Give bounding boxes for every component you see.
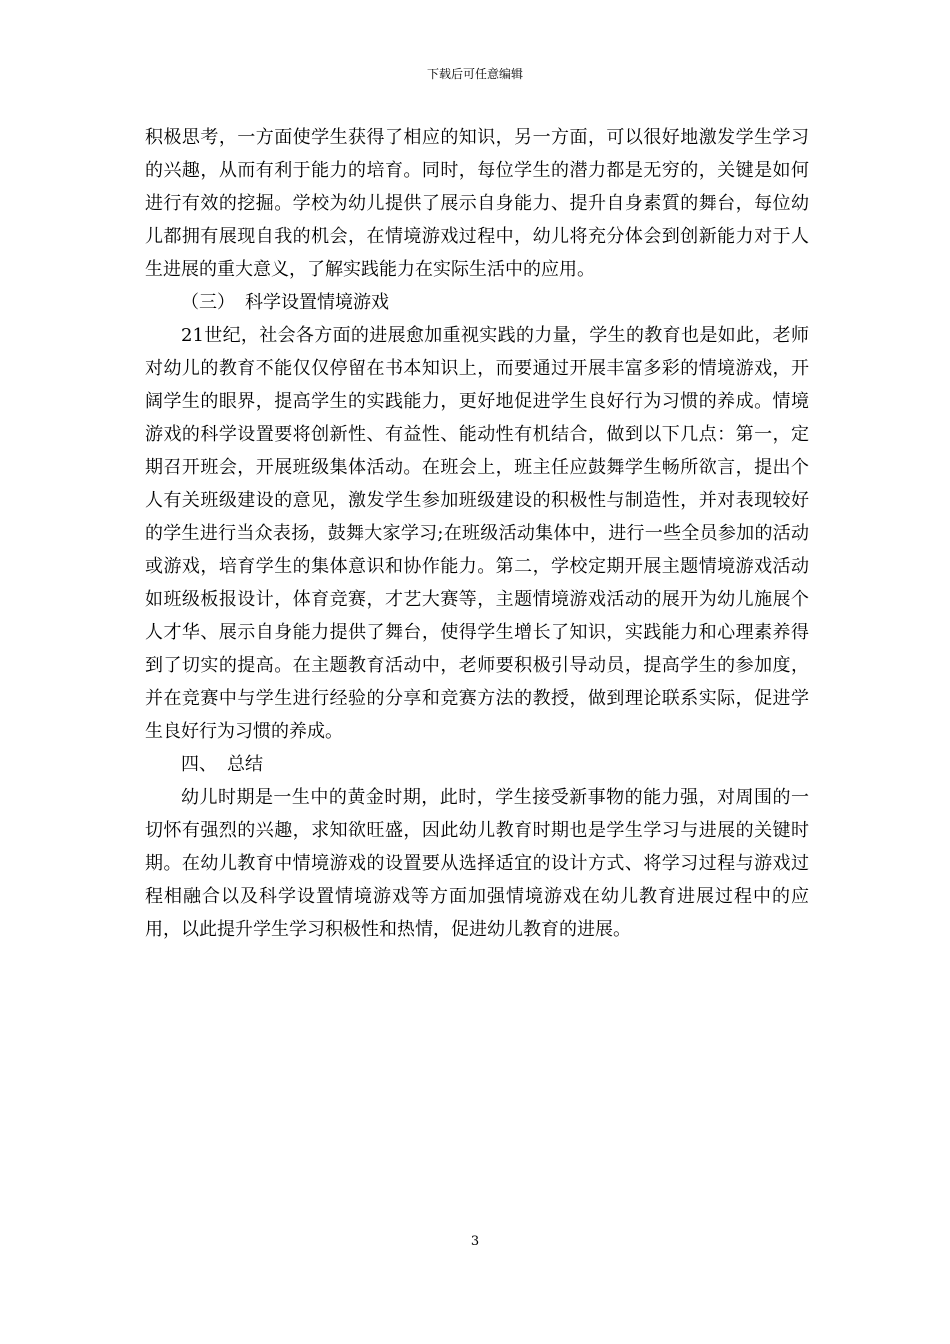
document-body <box>145 121 809 946</box>
section-title: 科学设置情境游戏 <box>245 292 389 313</box>
section-number: 四、 <box>181 754 217 775</box>
section-heading-4 <box>145 748 809 781</box>
paragraph-summary: 幼儿时期是一生中的黄金时期，此时，学生接受新事物的能力强，对周围的一切怀有强烈的兴趣，求知欲旺盛，因此幼儿教育时期也是学生学习与进展的关键时期。在幼儿教育中情境游戏的设置要从选择适宜的设计方式、将学习过程与游戏过程相融合以及科学设置情境游戏等方面加强情境游戏在幼儿教育进展过程中的应用，以此提升学生学习积极性和热情，促进幼儿教育的进展。 <box>145 787 809 940</box>
page-header: 下载后可任意编辑 <box>426 67 523 81</box>
page-number: 3 <box>470 1234 480 1249</box>
section-title: 总结 <box>227 754 263 775</box>
section-heading-3 <box>145 286 809 319</box>
paragraph-section-3: 21世纪，社会各方面的进展愈加重视实践的力量，学生的教育也是如此，老师对幼儿的教育不能仅仅停留在书本知识上，而要通过开展丰富多彩的情境游戏，开阔学生的眼界，提高学生的实践能力，更好地促进学生良好行为习惯的养成。情境游戏的科学设置要将创新性、有益性、能动性有机结合，做到以下几点：第一，定期召开班会，开展班级集体活动。在班会上，班主任应鼓舞学生畅所欲言，提出个人有关班级建设的意见，激发学生参加班级建设的积极性与制造性，并对表现较好的学生进行当众表扬，鼓舞大家学习;在班级活动集体中，进行一些全员参加的活动或游戏，培育学生的集体意识和协作能力。第二，学校定期开展主题情境游戏活动如班级板报设计，体育竞赛，才艺大赛等，主题情境游戏活动的展开为幼儿施展个人才华、展示自身能力提供了舞台，使得学生增长了知识，实践能力和心理素养得到了切实的提高。在主题教育活动中，老师要积极引导动员，提高学生的参加度，并在竞赛中与学生进行经验的分享和竞赛方法的教授，做到理论联系实际，促进学生良好行为习惯的养成。 <box>145 325 809 742</box>
paragraph-continued: 积极思考，一方面使学生获得了相应的知识，另一方面，可以很好地激发学生学习的兴趣，从而有利于能力的培育。同时，每位学生的潜力都是无穷的，关键是如何进行有效的挖掘。学校为幼儿提供了展示自身能力、提升自身素質的舞台，每位幼儿都拥有展现自我的机会，在情境游戏过程中，幼儿将充分体会到创新能力对于人生进展的重大意义，了解实践能力在实际生活中的应用。 <box>145 127 809 280</box>
section-number: （三） <box>181 292 235 313</box>
